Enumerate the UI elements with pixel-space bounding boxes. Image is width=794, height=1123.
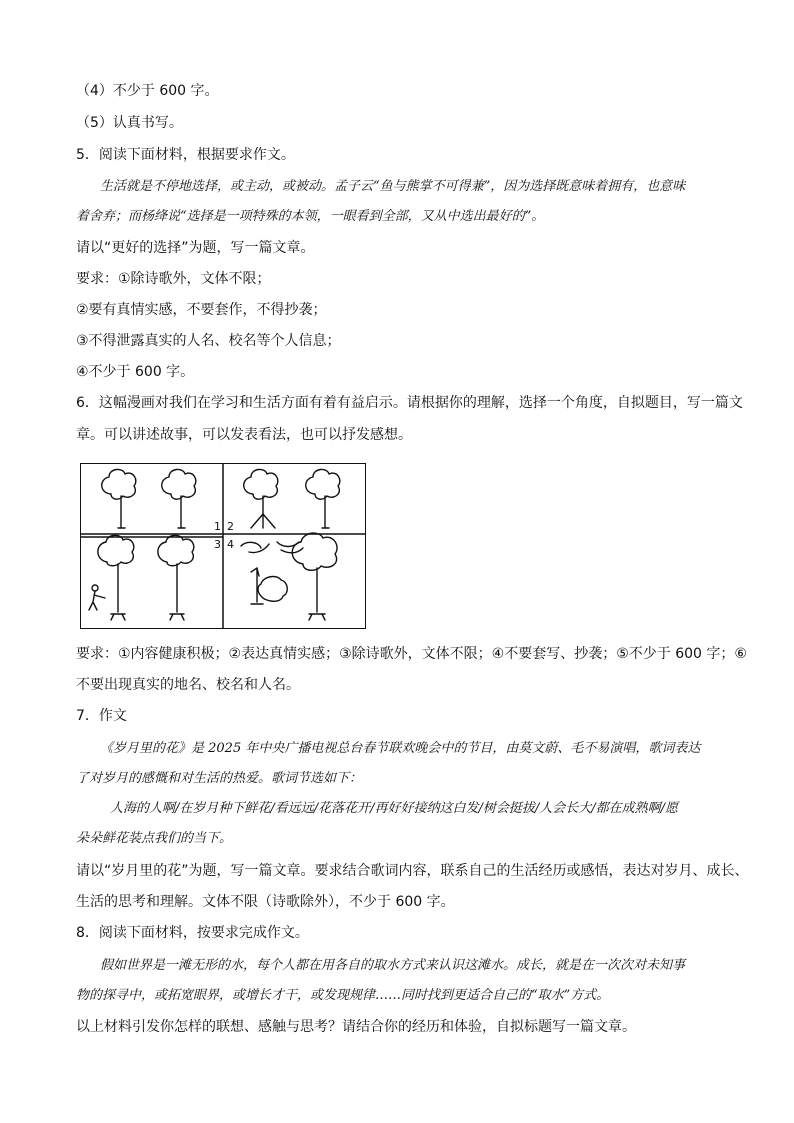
tree-panel-2-left xyxy=(244,469,278,528)
fallen-tree xyxy=(251,568,287,604)
panel-number-3: 3 xyxy=(214,538,221,551)
question-7-prompt-cont: 生活的思考和理解。文体不限（诗歌除外），不少于 600 字。 xyxy=(76,894,455,910)
question-5-req-2: ②要有真情实感，不要套作，不得抄袭； xyxy=(76,302,327,318)
question-8-material-line-2: 物的探寻中，或拓宽眼界，或增长才干，或发现规律……同时找到更适合自己的“取水”方式。 xyxy=(76,988,610,1003)
question-5-material-line-2: 着舍弃；而杨绛说“选择是一项特殊的本领，一眼看到全部，又从中选出最好的”。 xyxy=(76,209,545,224)
requirement-4: （4）不少于 600 字。 xyxy=(76,83,219,99)
tree-panel-1-left xyxy=(102,469,136,528)
panel-number-4: 4 xyxy=(227,538,234,551)
tree-panel-1-right xyxy=(162,469,196,528)
question-5-material-line-1: 生活就是不停地选择，或主动，或被动。孟子云“鱼与熊掌不可得兼”，因为选择既意味着拥有，也意味 xyxy=(100,179,686,194)
question-7-prompt: 请以“岁月里的花”为题，写一篇文章。要求结合歌词内容，联系自己的生活经历或感悟，表达对岁月、成长、 xyxy=(76,863,749,879)
question-8-material-line-1: 假如世界是一滩无形的水，每个人都在用各自的取水方式来认识这滩水。成长，就是在一次次对未知事 xyxy=(100,958,686,973)
question-7-material-line-2: 了对岁月的感慨和对生活的热爱。歌词节选如下： xyxy=(76,771,363,786)
panel-number-1: 1 xyxy=(214,520,221,533)
tree-panel-3-left xyxy=(98,535,134,620)
question-5-prompt: 请以“更好的选择”为题，写一篇文章。 xyxy=(76,240,315,256)
question-5-heading: 5．阅读下面材料，根据要求作文。 xyxy=(76,147,295,163)
question-5-req-1: 要求：①除诗歌外，文体不限； xyxy=(76,271,271,287)
question-5-req-3: ③不得泄露真实的人名、校名等个人信息； xyxy=(76,333,341,349)
requirement-5: （5）认真书写。 xyxy=(76,115,183,131)
question-5-req-4: ④不少于 600 字。 xyxy=(76,364,195,380)
question-6-heading-cont: 章。可以讲述故事，可以发表看法，也可以抒发感想。 xyxy=(76,427,412,443)
comic-illustration xyxy=(80,463,366,629)
question-7-lyrics-line-2: 朵朵鲜花装点我们的当下。 xyxy=(76,831,233,846)
tree-panel-4-right xyxy=(292,533,337,620)
question-7-lyrics-line-1: 人海的人啊/在岁月种下鲜花/看远远/花落花开/再好好接纳这白发/树会挺拔/人会长大/都在成熟啊/愿 xyxy=(110,801,679,816)
question-7-material-line-1: 《岁月里的花》是 2025 年中央广播电视总台春节联欢晚会中的节目，由莫文蔚、毛不易演唱，歌词表达 xyxy=(100,741,701,756)
question-6-heading: 6．这幅漫画对我们在学习和生活方面有着有益启示。请根据你的理解，选择一个角度，自拟题目，写一篇文 xyxy=(76,395,743,411)
tree-panel-3-right xyxy=(158,535,194,620)
panel-number-2: 2 xyxy=(227,520,234,533)
question-6-requirements-cont: 不要出现真实的地名、校名和人名。 xyxy=(76,677,300,693)
tree-panel-2-right xyxy=(306,469,340,528)
question-6-requirements: 要求：①内容健康积极；②表达真情实感；③除诗歌外，文体不限；④不要套写、抄袭；⑤不少于 600 字；⑥ xyxy=(76,646,747,662)
question-7-heading: 7．作文 xyxy=(76,708,127,724)
question-8-heading: 8．阅读下面材料，按要求完成作文。 xyxy=(76,925,309,941)
question-8-prompt: 以上材料引发你怎样的联想、感触与思考？请结合你的经历和体验，自拟标题写一篇文章。 xyxy=(76,1019,636,1035)
person-figure xyxy=(89,585,105,610)
